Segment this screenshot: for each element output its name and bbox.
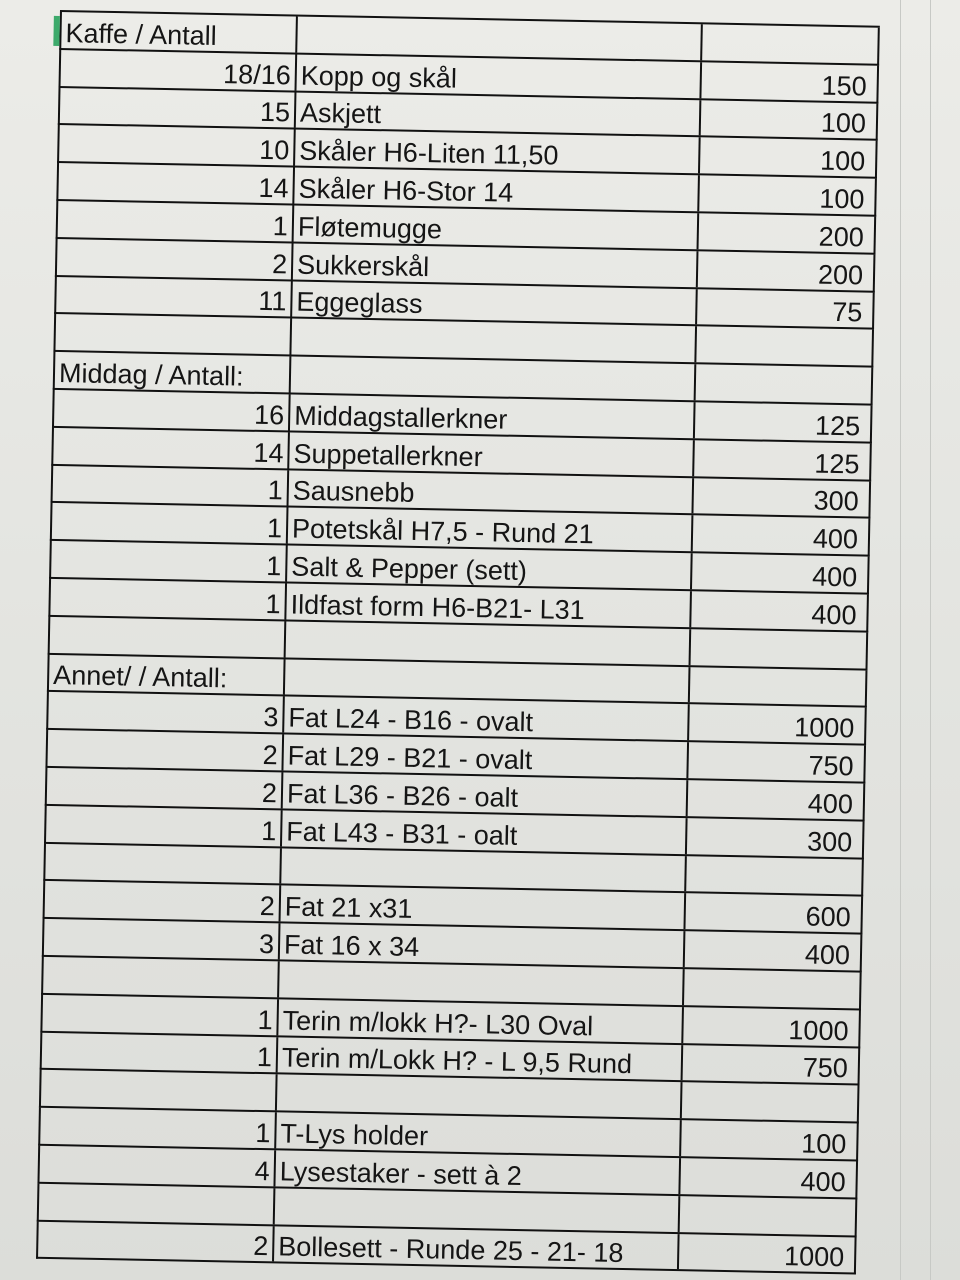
price-list-table: [36, 10, 880, 1275]
quantity-cell: 1: [52, 503, 289, 543]
item-name-cell: Skåler H6-Liten 11,50: [295, 130, 701, 174]
price-cell: 100: [819, 145, 866, 177]
faint-grid-line: [900, 0, 901, 1280]
item-name-cell: Eggeglass: [292, 281, 698, 325]
item-name-cell: Fløtemugge: [294, 206, 700, 250]
quantity-cell: 1: [46, 806, 283, 846]
price-cell: [684, 969, 860, 1008]
price-cell: 400: [811, 561, 858, 593]
price-cell: 400: [804, 939, 851, 971]
item-name-cell: Fat L43 - B31 - oalt: [282, 810, 688, 854]
quantity-cell: 10: [59, 125, 296, 165]
quantity-cell: 2: [47, 730, 284, 770]
price-cell: 125: [814, 448, 860, 479]
quantity-cell: 14: [53, 428, 290, 468]
item-name-cell: Lysestaker - sett à 2: [275, 1150, 681, 1194]
empty-cell: [702, 24, 878, 63]
item-name-cell: Middagstallerkner: [290, 394, 696, 438]
item-name-cell: [279, 961, 685, 1005]
quantity-cell: 2: [47, 768, 284, 808]
price-cell: 150: [821, 70, 867, 102]
price-cell: 200: [817, 259, 864, 291]
item-name-cell: Potetskål H7,5 - Rund 21: [288, 508, 694, 552]
price-cell: 75: [832, 297, 863, 328]
quantity-cell: 1: [42, 995, 279, 1035]
price-cell: 1000: [783, 1241, 845, 1273]
price-cell: 1000: [788, 1014, 849, 1046]
price-cell: 100: [801, 1128, 847, 1160]
quantity-cell: 2: [45, 881, 282, 921]
price-cell: 750: [802, 1052, 849, 1084]
quantity-cell: 4: [40, 1146, 277, 1186]
quantity-cell: [55, 314, 292, 354]
quantity-cell: [43, 957, 280, 997]
item-name-cell: Askjett: [296, 92, 702, 136]
empty-cell: [285, 659, 691, 703]
empty-cell: [291, 357, 697, 401]
price-cell: 400: [807, 788, 854, 820]
quantity-cell: 2: [38, 1221, 275, 1261]
item-name-cell: Fat 16 x 34: [280, 924, 686, 968]
quantity-cell: 15: [60, 88, 297, 128]
price-cell: 100: [820, 108, 867, 139]
item-name-cell: T-Lys holder: [276, 1112, 682, 1156]
quantity-cell: 14: [58, 163, 295, 203]
item-name-cell: Fat 21 x31: [281, 886, 687, 930]
item-name-cell: Bollesett - Runde 25 - 21- 18: [274, 1226, 680, 1270]
price-cell: 200: [818, 221, 865, 253]
price-cell: 750: [808, 750, 854, 782]
item-name-cell: [281, 848, 687, 892]
selected-cell-marker: [53, 16, 60, 46]
price-cell: 400: [812, 523, 859, 555]
item-name-cell: Fat L36 - B26 - oalt: [283, 772, 689, 816]
quantity-cell: 11: [56, 277, 293, 317]
quantity-cell: 18/16: [61, 50, 298, 90]
item-name-cell: Skåler H6-Stor 14: [294, 168, 700, 212]
item-name-cell: Fat L24 - B16 - ovalt: [284, 697, 690, 741]
item-name-cell: Salt & Pepper (sett): [287, 546, 693, 590]
item-name-cell: [286, 621, 692, 665]
price-cell: 400: [800, 1166, 846, 1197]
quantity-cell: 1: [40, 1108, 277, 1148]
item-name-cell: Kopp og skål: [297, 54, 703, 98]
section-header-label: Kaffe / Antall: [61, 12, 298, 52]
item-name-cell: [275, 1188, 681, 1232]
quantity-cell: [41, 1070, 278, 1110]
quantity-cell: 1: [50, 579, 287, 619]
quantity-cell: 3: [48, 692, 285, 732]
price-cell: 300: [813, 485, 859, 517]
quantity-cell: 1: [51, 541, 288, 581]
section-header-label: Annet/ / Antall:: [49, 654, 286, 694]
price-cell: 1000: [793, 712, 855, 744]
empty-cell: [690, 667, 866, 706]
quantity-cell: 3: [44, 919, 281, 959]
price-cell: 600: [805, 901, 852, 933]
price-cell: [682, 1082, 858, 1121]
faint-grid-line: [930, 0, 931, 1280]
section-header-label: Middag / Antall:: [55, 352, 292, 392]
item-name-cell: [277, 1075, 683, 1119]
quantity-cell: [50, 617, 287, 657]
price-cell: 300: [806, 826, 853, 857]
quantity-cell: 1: [53, 466, 290, 506]
quantity-cell: 2: [57, 239, 294, 279]
price-cell: [691, 629, 867, 668]
item-name-cell: Terin m/lokk H?- L30 Oval: [278, 999, 684, 1043]
item-name-cell: Terin m/Lokk H? - L 9,5 Rund: [278, 1037, 684, 1081]
quantity-cell: [45, 843, 282, 883]
price-cell: [680, 1196, 856, 1235]
item-name-cell: Sukkerskål: [293, 243, 699, 287]
item-name-cell: Fat L29 - B21 - ovalt: [283, 735, 689, 779]
price-cell: [696, 327, 872, 366]
empty-cell: [297, 17, 703, 61]
item-name-cell: Suppetallerkner: [289, 432, 695, 476]
item-name-cell: Sausnebb: [289, 470, 695, 514]
item-name-cell: [291, 319, 697, 363]
quantity-cell: 16: [54, 390, 291, 430]
quantity-cell: [39, 1184, 276, 1224]
quantity-cell: 1: [42, 1032, 279, 1072]
price-cell: [686, 856, 862, 895]
quantity-cell: 1: [58, 201, 295, 241]
price-cell: 100: [819, 183, 865, 215]
empty-cell: [696, 364, 872, 403]
price-cell: 125: [814, 410, 861, 442]
item-name-cell: Ildfast form H6-B21- L31: [286, 583, 692, 627]
price-cell: 400: [811, 599, 857, 631]
